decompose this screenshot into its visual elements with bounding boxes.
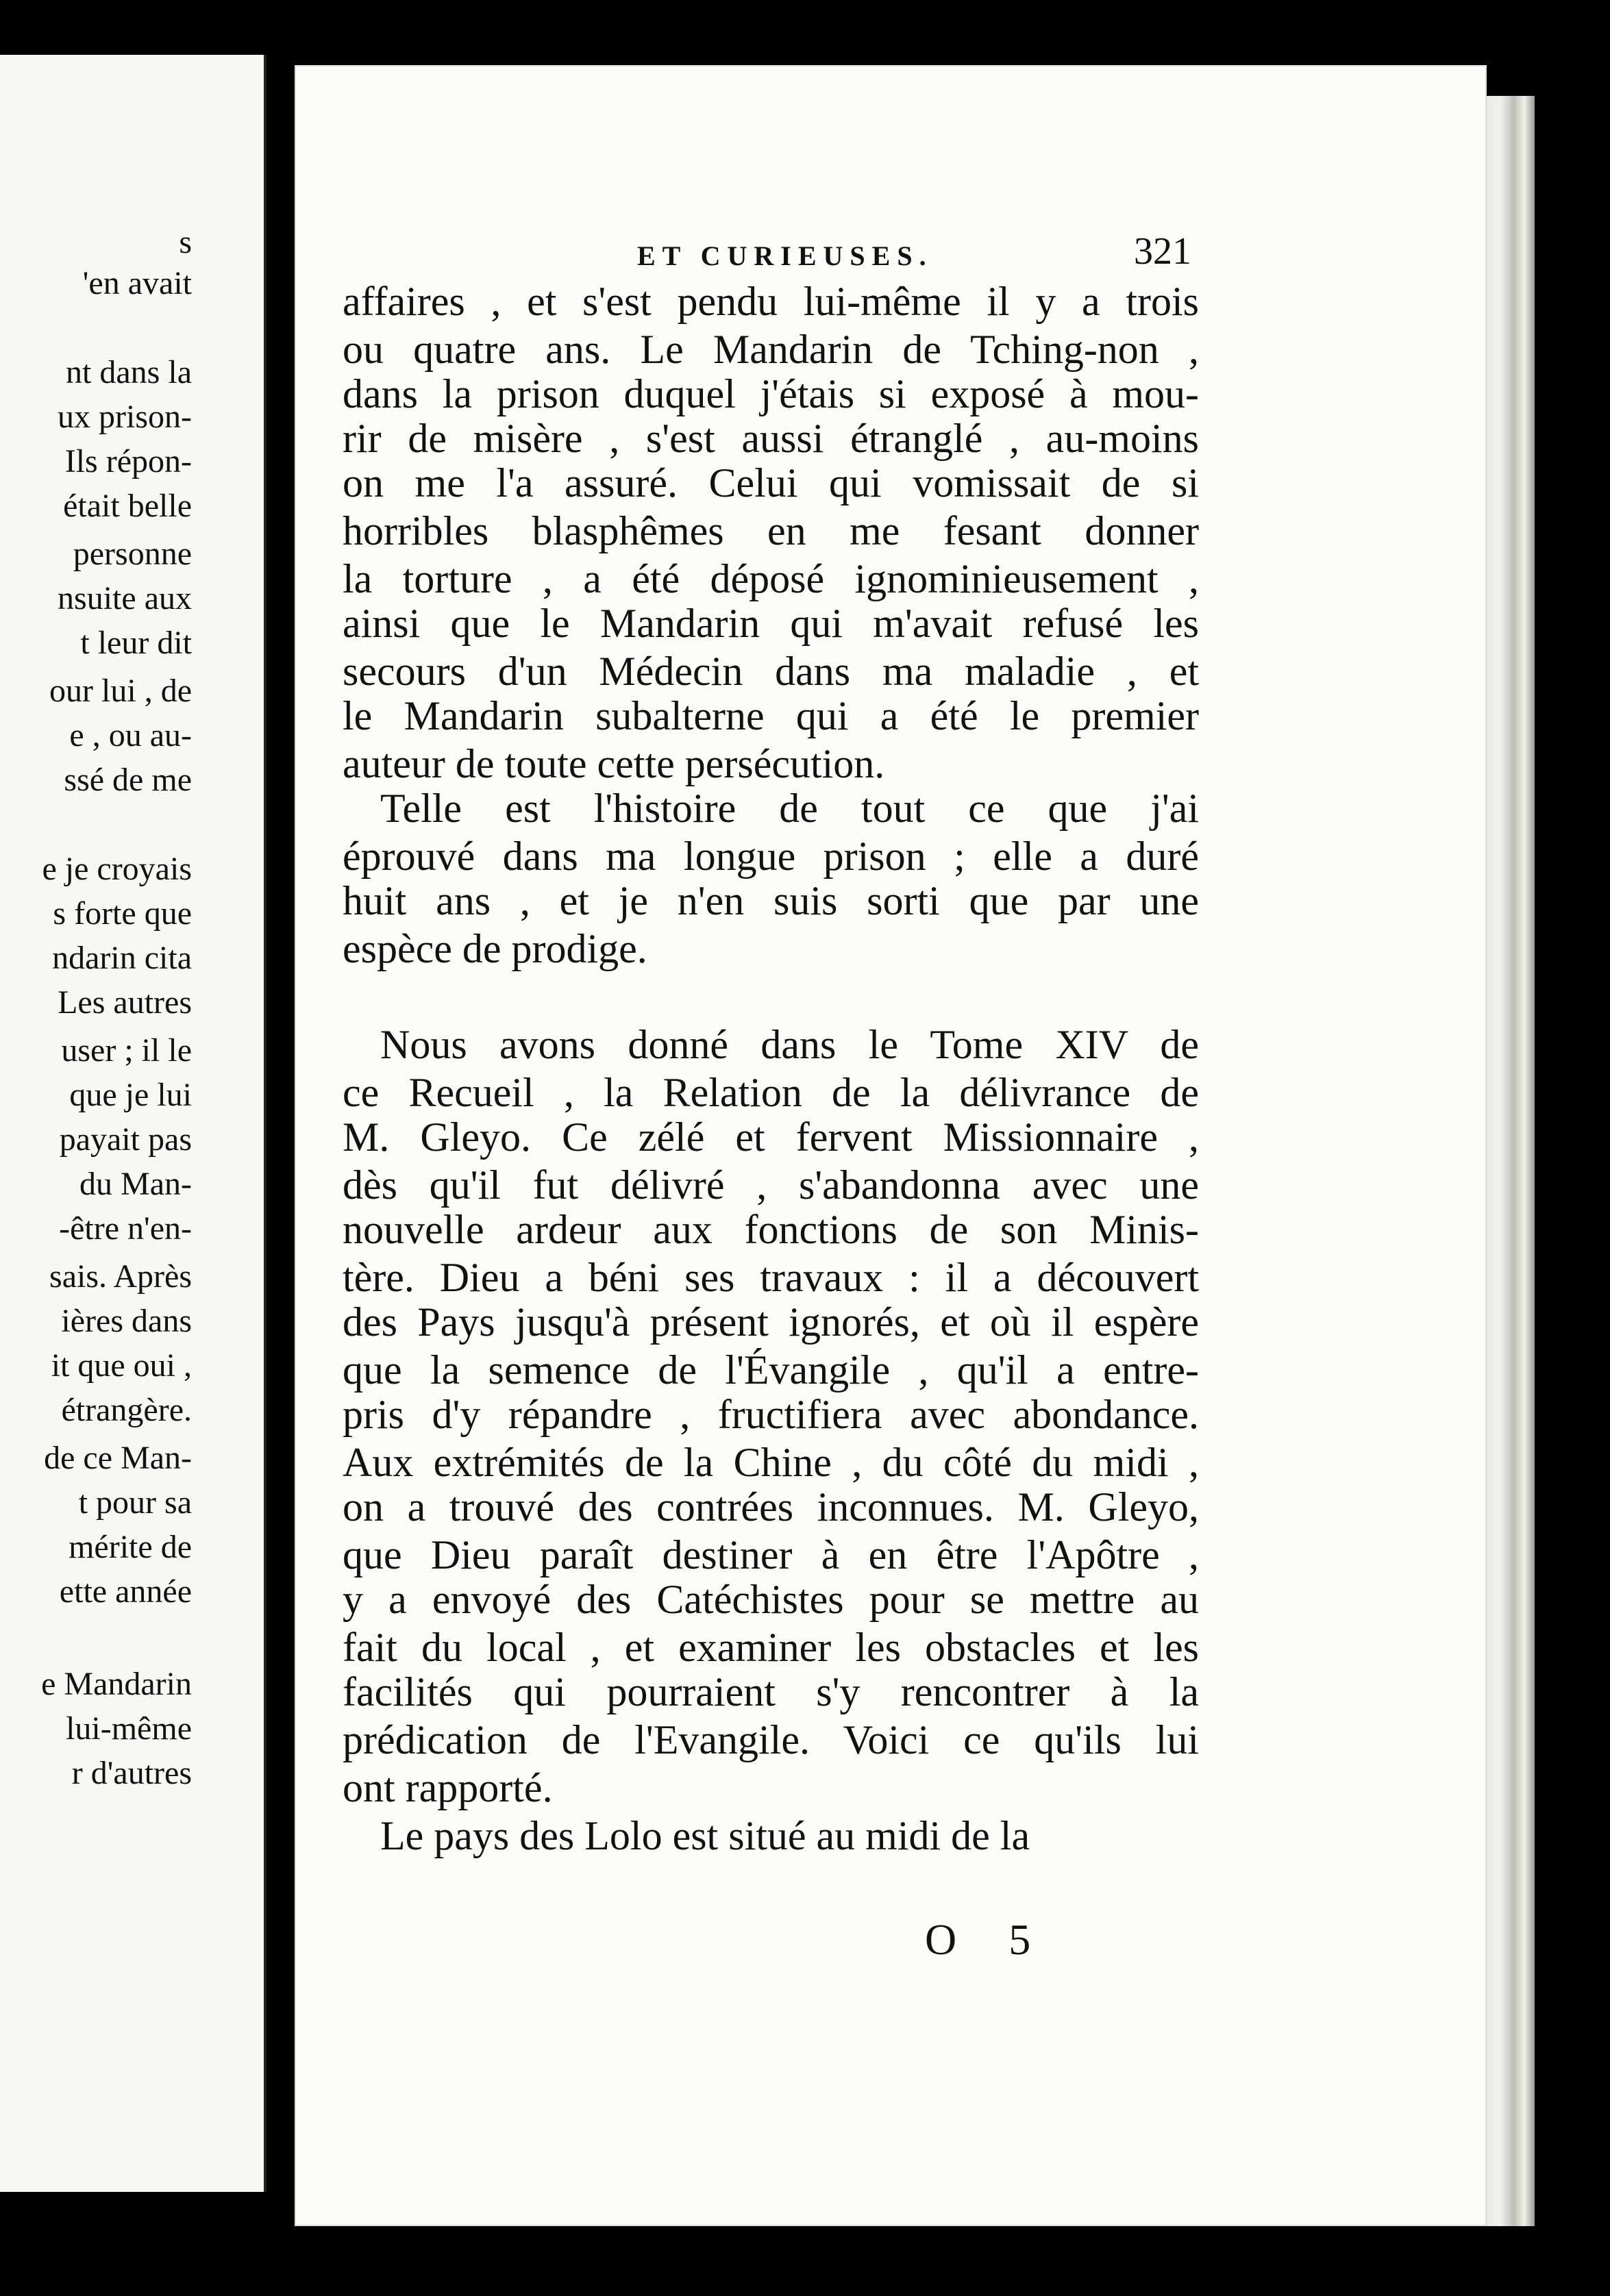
left-page-line: ette année [59, 1573, 192, 1610]
text-line: Telle est l'histoire de tout ce que j'ai [380, 786, 1199, 831]
text-line: huit ans , et je n'en suis sorti que par une [343, 878, 1199, 923]
text-line: espèce de prodige. [343, 926, 647, 971]
running-head: ET CURIEUSES. [637, 240, 933, 271]
left-page-line: 'en avait [82, 265, 192, 301]
left-page-line: payait pas [59, 1121, 192, 1158]
text-line: ou quatre ans. Le Mandarin de Tching-non , [343, 327, 1199, 372]
text-line: éprouvé dans ma longue prison ; elle a duré [343, 834, 1199, 879]
text-line: dès qu'il fut délivré , s'abandonna avec une [343, 1162, 1199, 1208]
left-page-line: ux prison- [58, 399, 192, 435]
left-page-line: lui-même [66, 1710, 192, 1747]
left-page-line: était belle [63, 488, 192, 524]
text-line: ont rapporté. [343, 1765, 553, 1810]
text-line: rir de misère , s'est aussi étranglé , au-moins [343, 416, 1199, 461]
left-page-line: nt dans la [66, 354, 192, 390]
left-page-line: nsuite aux [58, 580, 192, 616]
left-page-line: étrangère. [61, 1392, 192, 1428]
left-page-line: e je croyais [42, 851, 192, 887]
text-line: pris d'y répandre , fructifiera avec abondance. [343, 1392, 1199, 1437]
left-page-line: que je lui [69, 1077, 192, 1113]
page-edges [1487, 96, 1535, 2226]
text-line: nouvelle ardeur aux fonctions de son Minis- [343, 1207, 1199, 1252]
text-line: que Dieu paraît destiner à en être l'Apôtre , [343, 1532, 1199, 1577]
left-page-line: du Man- [79, 1166, 192, 1202]
left-page-line: de ce Man- [44, 1440, 192, 1476]
left-page-line: mérite de [69, 1529, 192, 1565]
text-line: tère. Dieu a béni ses travaux : il a découvert [343, 1255, 1199, 1300]
left-page-line: Les autres [58, 984, 192, 1021]
left-page-line: e Mandarin [41, 1666, 192, 1702]
left-page-fragment [0, 55, 267, 2192]
text-line: on me l'a assuré. Celui qui vomissait de si [343, 460, 1199, 506]
left-page-line: it que oui , [51, 1347, 192, 1384]
text-line: affaires , et s'est pendu lui-même il y a trois [343, 279, 1199, 324]
signature-mark: O 5 [925, 1915, 1052, 1964]
text-line: on a trouvé des contrées inconnues. M. Gleyo, [343, 1484, 1199, 1530]
left-page-line: e , ou au- [69, 717, 192, 753]
left-page-line: t pour sa [78, 1484, 192, 1521]
left-page-line: s forte que [53, 895, 192, 932]
text-line: M. Gleyo. Ce zélé et fervent Missionnaire , [343, 1114, 1199, 1160]
text-line: secours d'un Médecin dans ma maladie , et [343, 649, 1199, 694]
text-line: ainsi que le Mandarin qui m'avait refusé les [343, 601, 1199, 646]
left-page-line: personne [73, 536, 192, 572]
text-line: Le pays des Lolo est situé au midi de la [380, 1813, 1030, 1858]
left-page-line: Ils répon- [64, 443, 192, 479]
text-line: horribles blasphêmes en me fesant donner [343, 508, 1199, 553]
left-page-line: user ; il le [61, 1032, 192, 1069]
page-number: 321 [1134, 230, 1191, 273]
text-line: facilités qui pourraient s'y rencontrer à la [343, 1669, 1199, 1714]
left-page-line: s [179, 224, 192, 260]
text-line: prédication de l'Evangile. Voici ce qu'ils lui [343, 1717, 1199, 1762]
text-line: la torture , a été déposé ignominieusement , [343, 556, 1199, 601]
text-line: auteur de toute cette persécution. [343, 741, 885, 786]
left-page-line: t leur dit [80, 625, 192, 661]
text-line: des Pays jusqu'à présent ignorés, et où il espère [343, 1299, 1199, 1345]
text-line: y a envoyé des Catéchistes pour se mettre au [343, 1577, 1199, 1622]
text-line: dans la prison duquel j'étais si exposé à mou- [343, 371, 1199, 416]
left-page-line: ssé de me [64, 762, 192, 798]
text-line: Nous avons donné dans le Tome XIV de [380, 1022, 1199, 1067]
text-line: fait du local , et examiner les obstacles et les [343, 1625, 1199, 1670]
text-line: le Mandarin subalterne qui a été le premier [343, 693, 1199, 738]
left-page-line: ières dans [61, 1303, 192, 1339]
text-line: que la semence de l'Évangile , qu'il a entre- [343, 1347, 1199, 1393]
left-page-line: ndarin cita [52, 940, 192, 976]
text-line: Aux extrémités de la Chine , du côté du midi , [343, 1440, 1199, 1485]
left-page-line: sais. Après [49, 1258, 192, 1295]
left-page-line: -être n'en- [59, 1210, 192, 1247]
text-line: ce Recueil , la Relation de la délivrance de [343, 1070, 1199, 1115]
left-page-line: r d'autres [71, 1755, 192, 1791]
left-page-line: our lui , de [49, 673, 192, 709]
